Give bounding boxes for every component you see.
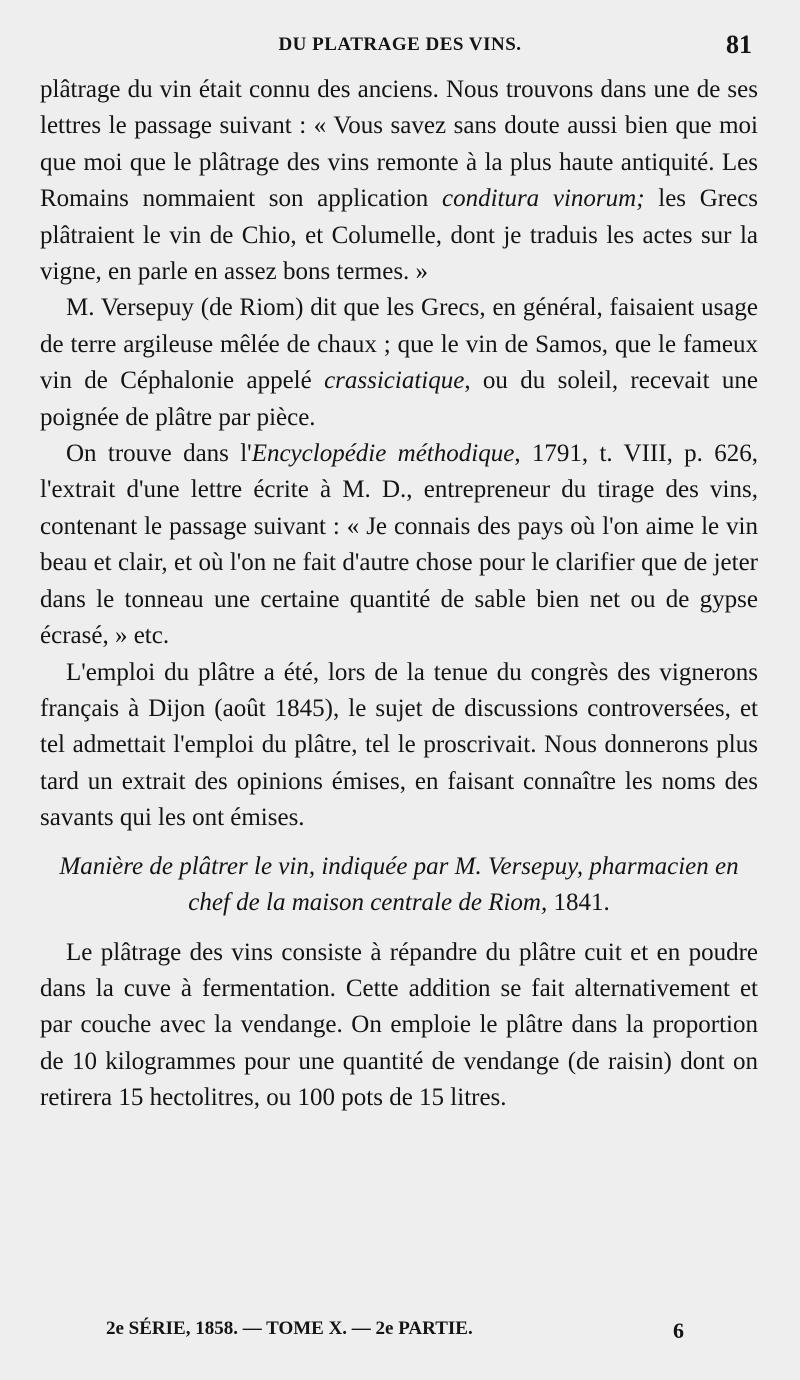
paragraph-3-end: , 1791, t. VIII, p. 626, l'extrait d'une lettre écrite à M. D., entrepreneur du tirage des vins, contenant le passage suivant : « Je connais des pays où l'on aime le vin beau et clair, et où l'on ne fait d'autre chose pour le clarifier que de jeter dans le tonneau une certaine quantité de sable bien net ou de gypse écrasé, » etc. <box>40 440 758 650</box>
paragraph-2-text: M. Versepuy (de Riom) dit que les Grecs, en général, faisaient usage de terre argileuse mêlée de chaux ; que le vin de Samos, que le fameux vin de Céphalonie appelé <box>40 294 758 395</box>
paragraph-1-text: plâtrage du vin était connu des anciens. Nous trouvons dans une de ses lettres le passage suivant : « Vous savez sans doute aussi bien que moi que moi que le plâtrage des vins remonte à la plus haute antiquité. Les Romains nommaient son application <box>40 76 758 213</box>
page-number: 81 <box>726 30 752 59</box>
paragraph-3-italic: Encyclopédie méthodique <box>251 440 515 468</box>
paragraph-2 <box>40 290 758 436</box>
running-title: DU PLATRAGE DES VINS. <box>278 34 522 55</box>
paragraph-4: L'emploi du plâtre a été, lors de la tenue du congrès des vignerons français à Dijon (août 1845), le sujet de discussions controversées, et tel admettait l'emploi du plâtre, tel le proscrivait. Nous donnerons plus tard un extrait des opinions émises, en faisant connaître les noms des savants qui les ont émises. <box>40 658 758 832</box>
footer-series: 2e SÉRIE, 1858. — TOME X. — 2e PARTIE. <box>106 1318 473 1339</box>
paragraph-1-end: les Grecs plâtraient le vin de Chio, et Columelle, dont je traduis les actes sur la vigne, en parle en assez bons termes. » <box>40 185 759 286</box>
signature-footer <box>40 1318 760 1352</box>
paragraph-1 <box>40 72 758 290</box>
caption-text: Manière de plâtrer le vin, indiquée par M. Versepuy, pharmacien en chef de la maison centrale de Riom, <box>59 852 739 916</box>
paragraph-3-start: On trouve dans l' <box>66 440 252 468</box>
body-text <box>40 72 758 1117</box>
paragraph-3 <box>40 436 758 654</box>
running-header <box>40 30 760 70</box>
section-caption <box>40 849 758 921</box>
footer-sheet-number: 6 <box>673 1318 684 1343</box>
paragraph-2-italic: crassiciatique <box>324 367 465 395</box>
paragraph-2-end: , ou du soleil, recevait une poignée de plâtre par pièce. <box>40 367 758 431</box>
caption-year: 1841. <box>547 888 610 916</box>
paragraph-5: Le plâtrage des vins consiste à répandre du plâtre cuit et en poudre dans la cuve à fermentation. Cette addition se fait alternativement et par couche avec la vendange. On emploie le plâtre dans la proportion de 10 kilogrammes pour une quantité de vendange (de raisin) dont on retirera 15 hectolitres, ou 100 pots de 15 litres. <box>40 938 758 1112</box>
paragraph-1-italic: conditura vinorum; <box>441 185 645 213</box>
